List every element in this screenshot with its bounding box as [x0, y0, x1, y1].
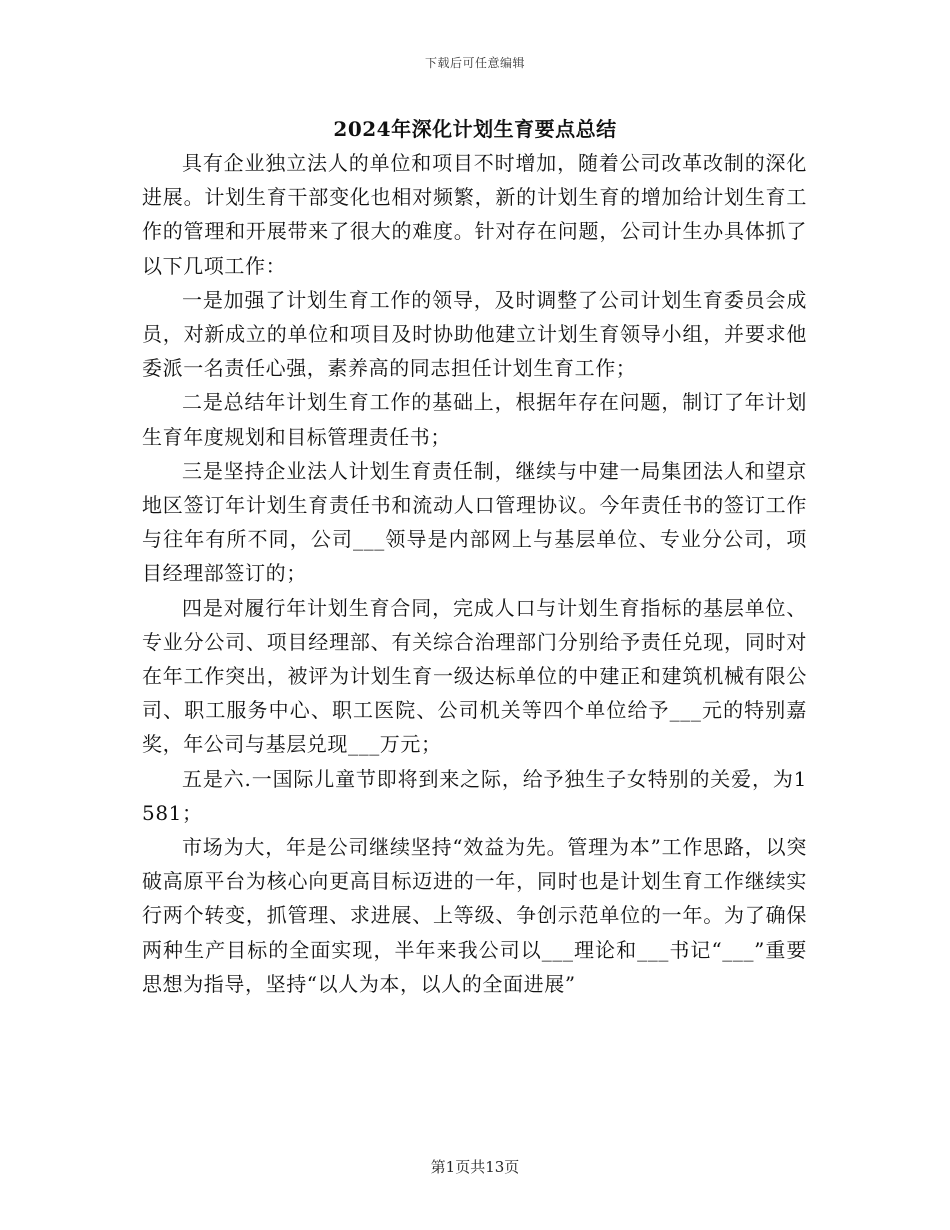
paragraph: 三是坚持企业法人计划生育责任制，继续与中建一局集团法人和望京地区签订年计划生育责任书和流动人口管理协议。今年责任书的签订工作与往年有所不同，公司___领导是内部网上与基层单位、专业分公司，项目经理部签订的； [142, 458, 807, 586]
header-note: 下载后可任意编辑 [424, 56, 525, 70]
paragraph: 具有企业独立法人的单位和项目不时增加，随着公司改革改制的深化进展。计划生育干部变化也相对频繁，新的计划生育的增加给计划生育工作的管理和开展带来了很大的难度。针对存在问题，公司计生办具体抓了以下几项工作： [142, 151, 807, 278]
page-number: 第1页共13页 [430, 1158, 520, 1176]
paragraph: 市场为大，年是公司继续坚持“效益为先。管理为本”工作思路，以突破高原平台为核心向更高目标迈进的一年，同时也是计划生育工作继续实行两个转变，抓管理、求进展、上等级、争创示范单位的一年。为了确保两种生产目标的全面实现，半年来我公司以___理论和___书记“___”重要思想为指导，坚持“以人为本，以人的全面进展” [142, 835, 807, 996]
paragraph: 五是六.一国际儿童节即将到来之际，给予独生子女特别的关爱，为1581； [142, 766, 807, 825]
document-title: 2024年深化计划生育要点总结 [333, 117, 617, 141]
document-body [142, 146, 807, 1001]
paragraph: 四是对履行年计划生育合同，完成人口与计划生育指标的基层单位、专业分公司、项目经理部、有关综合治理部门分别给予责任兑现，同时对在年工作突出，被评为计划生育一级达标单位的中建正和建筑机械有限公司、职工服务中心、职工医院、公司机关等四个单位给予___元的特别嘉奖，年公司与基层兑现___万元； [142, 595, 807, 757]
paragraph: 二是总结年计划生育工作的基础上，根据年存在问题，制订了年计划生育年度规划和目标管理责任书； [142, 390, 807, 449]
paragraph: 一是加强了计划生育工作的领导，及时调整了公司计划生育委员会成员，对新成立的单位和项目及时协助他建立计划生育领导小组，并要求他委派一名责任心强，素养高的同志担任计划生育工作； [142, 287, 807, 381]
